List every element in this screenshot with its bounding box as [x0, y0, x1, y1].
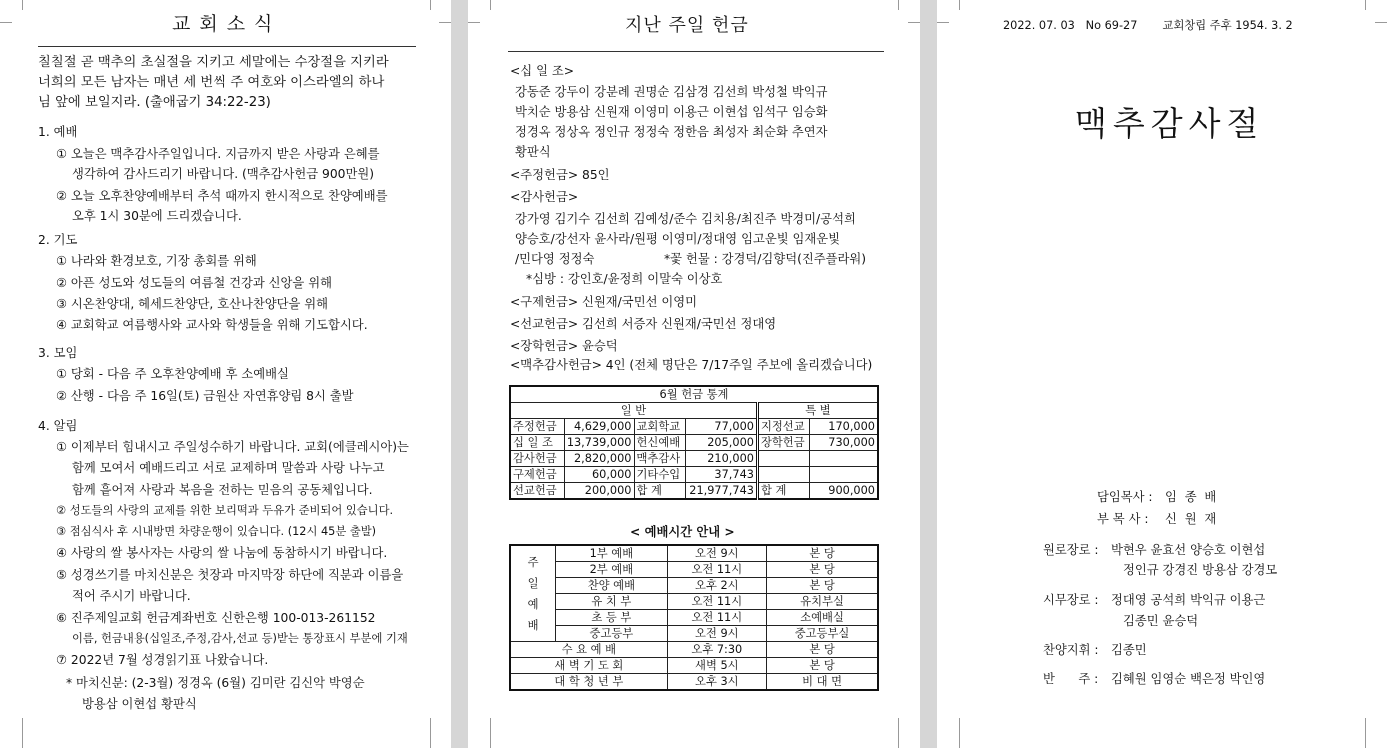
stats-header-general: 일 반: [510, 403, 757, 419]
list-item: ① 당회 - 다음 주 오후찬양예배 후 소예배실: [56, 367, 289, 381]
table-cell: 유 치 부: [556, 594, 667, 610]
staff-role: 반 주 :: [1043, 672, 1099, 686]
table-row: [510, 610, 878, 626]
offering-category: <선교헌금> 김선희 서증자 신원재/국민선 정대영: [510, 317, 777, 331]
offering-note: *심방 : 강인호/윤정희 이말숙 이상호: [526, 272, 723, 286]
table-cell: 대 학 청 년 부: [510, 674, 667, 691]
table-cell: 200,000: [564, 483, 634, 500]
offering-note: *꽃 헌물 : 강경덕/김향덕(진주플라워): [664, 252, 867, 266]
table-cell: 13,739,000: [564, 435, 634, 451]
table-cell: 오후 3시: [667, 674, 767, 691]
list-item: 생각하여 감사드리기 바랍니다. (맥추감사헌금 900만원): [72, 167, 375, 181]
table-cell: 수 요 예 배: [510, 642, 667, 658]
table-row: [510, 578, 878, 594]
label-char: 예: [527, 597, 539, 611]
table-cell: 170,000: [809, 419, 878, 435]
list-item: ⑤ 성경쓰기를 마치신분은 첫장과 마지막장 하단에 직분과 이름을: [56, 568, 404, 582]
table-cell: 오전 9시: [667, 545, 767, 562]
table-cell: 감사헌금: [510, 451, 564, 467]
list-item: 적어 주시기 바랍니다.: [72, 589, 191, 603]
bank-account-line: ⑥ 진주제일교회 헌금계좌번호 신한은행 100-013-261152: [56, 611, 376, 625]
offering-names: 정경옥 정상옥 정인규 정정숙 정한음 최성자 최순화 추연자: [515, 125, 828, 139]
table-cell: [809, 451, 878, 467]
table-row: [510, 435, 878, 451]
table-cell: 지정선교: [757, 419, 809, 435]
list-item: ① 나라와 환경보호, 기장 총회를 위해: [56, 254, 257, 268]
table-cell: 21,977,743: [686, 483, 758, 500]
table-cell: 찬양 예배: [556, 578, 667, 594]
table-cell: 비 대 면: [767, 674, 878, 691]
table-row: [510, 483, 878, 500]
list-item: ③ 점심식사 후 시내방면 차량운행이 있습니다. (12시 45분 출발): [56, 525, 377, 538]
offering-names: 박치순 방용삼 신원재 이영미 이용근 이현섭 임석구 임승화: [515, 105, 828, 119]
section-heading: 2. 기도: [38, 233, 78, 247]
table-cell: 헌신예배: [634, 435, 686, 451]
bible-verse-line: 님 앞에 보일지라. (출애굽기 34:22-23): [38, 95, 271, 110]
table-cell: 오후 7:30: [667, 642, 767, 658]
table-cell: 본 당: [767, 658, 878, 674]
offering-category: <구제헌금> 신원재/국민선 이영미: [510, 295, 697, 309]
page-offerings: [468, 0, 920, 748]
list-item: ⑦ 2022년 7월 성경읽기표 나왔습니다.: [56, 653, 269, 667]
list-item: 함께 흩어져 사랑과 복음을 전하는 믿음의 공동체입니다.: [72, 483, 373, 497]
list-item: ① 이제부터 힘내시고 주일성수하기 바랍니다. 교회(에클레시아)는: [56, 440, 409, 454]
table-cell: 60,000: [564, 467, 634, 483]
staff-name: 김종민: [1111, 643, 1147, 657]
page-title: 지난 주일 헌금: [625, 15, 749, 36]
table-cell: 오후 2시: [667, 578, 767, 594]
list-item: ② 산행 - 다음 주 16일(토) 금원산 자연휴양림 8시 출발: [56, 389, 354, 403]
table-cell: 730,000: [809, 435, 878, 451]
table-cell: 본 당: [767, 545, 878, 562]
staff-role: 원로장로 :: [1043, 543, 1099, 557]
table-row: [510, 545, 878, 562]
list-item: ④ 교회학교 여름행사와 교사와 학생들을 위해 기도합시다.: [56, 318, 368, 332]
table-cell: 37,743: [686, 467, 758, 483]
table-cell: 구제헌금: [510, 467, 564, 483]
section-heading: 4. 알림: [38, 419, 78, 433]
list-item: 이름, 헌금내용(십일조,주정,감사,선교 등)받는 통장표시 부분에 기재: [72, 632, 408, 645]
table-cell: 맥추감사: [634, 451, 686, 467]
table-cell: 장학헌금: [757, 435, 809, 451]
table-row: [510, 674, 878, 691]
bible-verse-line: 칠칠절 곧 맥추의 초실절을 지키고 세말에는 수장절을 지키라: [38, 55, 389, 70]
table-cell: 2부 예배: [556, 562, 667, 578]
table-row: [510, 594, 878, 610]
table-row: [510, 419, 878, 435]
list-item: ④ 사랑의 쌀 봉사자는 사랑의 쌀 나눔에 동참하시기 바랍니다.: [56, 546, 388, 560]
table-cell: 205,000: [686, 435, 758, 451]
table-cell: 4,629,000: [564, 419, 634, 435]
list-item: * 마치신분: (2-3월) 정경옥 (6월) 김미란 김신악 박영순: [66, 676, 365, 690]
list-item: ② 성도들의 사랑의 교제를 위한 보리떡과 두유가 준비되어 있습니다.: [56, 504, 394, 517]
table-cell: 합 계: [634, 483, 686, 500]
table-cell: 십 일 조: [510, 435, 564, 451]
offering-names: /민다영 정정숙: [515, 252, 595, 266]
staff-role: 담임목사 :: [1097, 490, 1153, 504]
list-item: ① 오늘은 맥추감사주일입니다. 지금까지 받은 사랑과 은혜를: [56, 147, 380, 161]
table-cell: [757, 467, 809, 483]
table-cell: 본 당: [767, 578, 878, 594]
staff-name: 정인규 강경진 방용삼 강경모: [1123, 563, 1278, 577]
table-cell: 선교헌금: [510, 483, 564, 500]
staff-role: 부 목 사 :: [1097, 512, 1149, 526]
staff-name: 김혜원 임영순 백은정 박인영: [1111, 672, 1266, 686]
label-char: 배: [527, 618, 539, 632]
table-cell: 중고등부: [556, 626, 667, 642]
list-item: ② 아픈 성도와 성도들의 여름철 건강과 신앙을 위해: [56, 276, 332, 290]
table-cell: 기타수입: [634, 467, 686, 483]
list-item: 함께 모여서 예배드리고 서로 교제하며 말씀과 사랑 나누고: [72, 461, 385, 475]
table-row: [510, 451, 878, 467]
table-cell: 유치부실: [767, 594, 878, 610]
list-item: ③ 시온찬양대, 헤세드찬양단, 호산나찬양단을 위해: [56, 297, 329, 311]
stats-header-special: 특 별: [757, 403, 878, 419]
bible-verse-line: 너희의 모든 남자는 매년 세 번씩 주 여호와 이스라엘의 하나: [38, 75, 385, 90]
table-cell: 주정헌금: [510, 419, 564, 435]
page-church-news: [0, 0, 451, 748]
staff-name: 임 종 배: [1165, 490, 1217, 504]
table-cell: 오전 11시: [667, 562, 767, 578]
table-cell: [757, 451, 809, 467]
list-item: 방용삼 이현섭 황판식: [82, 697, 197, 711]
staff-name: 신 원 재: [1165, 512, 1217, 526]
bulletin-title: 맥추감사절: [1075, 104, 1265, 143]
table-cell: 소예배실: [767, 610, 878, 626]
table-row: [510, 562, 878, 578]
table-cell: 오전 11시: [667, 594, 767, 610]
staff-name: 정대영 공석희 박익규 이용근: [1111, 593, 1266, 607]
table-cell: 1부 예배: [556, 545, 667, 562]
table-cell: 오전 9시: [667, 626, 767, 642]
table-cell: 초 등 부: [556, 610, 667, 626]
offering-names: 황판식: [515, 145, 551, 159]
table-row: [510, 467, 878, 483]
list-item: 오후 1시 30분에 드리겠습니다.: [72, 209, 242, 223]
table-cell: 새 벽 기 도 회: [510, 658, 667, 674]
staff-role: 시무장로 :: [1043, 593, 1099, 607]
section-heading: 1. 예배: [38, 125, 78, 139]
offering-stats-table: [509, 385, 879, 500]
sunday-worship-label: [510, 545, 556, 642]
table-cell: 본 당: [767, 562, 878, 578]
page-title: 교회소식: [172, 13, 282, 35]
table-cell: 오전 11시: [667, 610, 767, 626]
staff-role: 찬양지휘 :: [1043, 643, 1099, 657]
table-cell: 210,000: [686, 451, 758, 467]
offering-category: <장학헌금> 윤승덕: [510, 339, 618, 353]
table-cell: 새벽 5시: [667, 658, 767, 674]
staff-name: 김종민 윤승덕: [1123, 614, 1199, 628]
offering-names: 강동준 강두이 강분례 권명순 김삼경 김선희 박성철 박익규: [515, 85, 828, 99]
list-item: ② 오늘 오후찬양예배부터 추석 때까지 한시적으로 찬양예배를: [56, 189, 388, 203]
table-cell: 77,000: [686, 419, 758, 435]
worship-schedule-table: [509, 544, 879, 691]
offering-category: <맥추감사헌금> 4인 (전체 명단은 7/17주일 주보에 올리겠습니다): [510, 358, 873, 372]
table-cell: 2,820,000: [564, 451, 634, 467]
table-cell: 합 계: [757, 483, 809, 500]
offering-category: <감사헌금>: [510, 190, 579, 204]
table-row: [510, 658, 878, 674]
table-cell: 900,000: [809, 483, 878, 500]
table-cell: [809, 467, 878, 483]
page-cover: [937, 0, 1387, 748]
table-cell: 중고등부실: [767, 626, 878, 642]
table-cell: 교회학교: [634, 419, 686, 435]
staff-name: 박현우 윤효선 양승호 이현섭: [1111, 543, 1266, 557]
offering-category: <주정헌금> 85인: [510, 168, 610, 182]
bulletin-header: 2022. 07. 03 No 69-27 교회창립 주후 1954. 3. 2: [1003, 19, 1293, 32]
offering-category: <십 일 조>: [510, 64, 575, 78]
table-cell: 본 당: [767, 642, 878, 658]
stats-title: 6월 헌금 통계: [510, 386, 878, 403]
table-row: [510, 626, 878, 642]
offering-names: 양승호/강선자 윤사라/원평 이영미/정대영 임고운빛 임재운빛: [515, 232, 841, 246]
section-heading: 3. 모임: [38, 346, 78, 360]
schedule-title: < 예배시간 안내 >: [630, 525, 735, 539]
label-char: 일: [527, 576, 539, 590]
label-char: 주: [527, 555, 539, 569]
offering-names: 강가영 김기수 김선희 김예성/준수 김치용/최진주 박경미/공석희: [515, 212, 856, 226]
table-row: [510, 642, 878, 658]
